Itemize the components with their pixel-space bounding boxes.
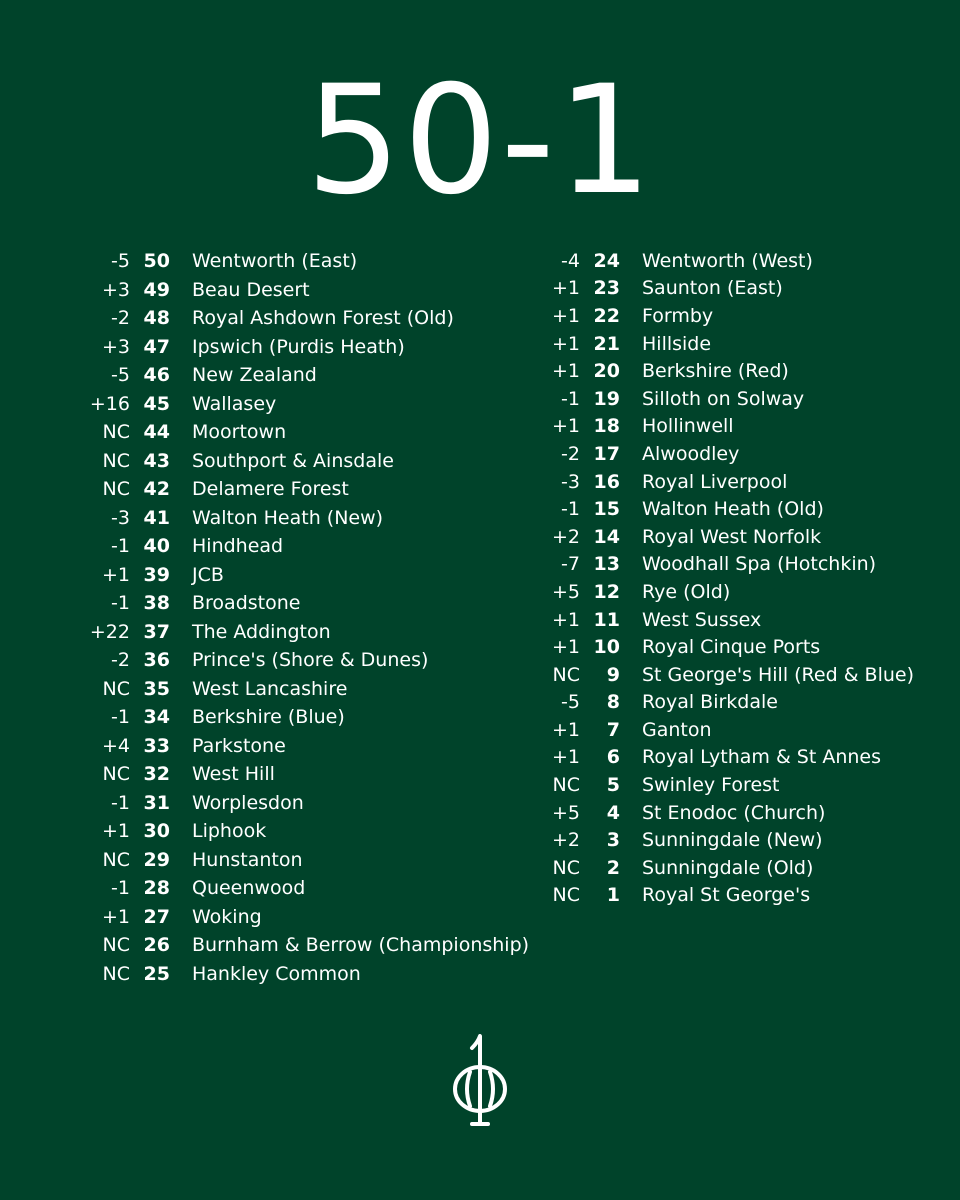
rank-number: 38 [143, 592, 170, 615]
rank-number: 41 [143, 506, 170, 529]
ranking-row [80, 561, 529, 590]
course-name: Hankley Common [192, 962, 361, 985]
ranking-row [80, 675, 529, 704]
course-name: West Hill [192, 763, 275, 786]
rank-number: 8 [606, 691, 620, 714]
ranking-row [530, 744, 914, 772]
ranking-list-left [80, 247, 529, 988]
rank-change: +16 [89, 392, 130, 415]
course-name: Rye (Old) [642, 580, 731, 603]
course-name: Royal Birkdale [642, 691, 778, 714]
rank-number: 19 [593, 387, 620, 410]
course-name: St George's Hill (Red & Blue) [642, 663, 915, 686]
rank-number: 33 [143, 734, 170, 757]
course-name: Ganton [642, 718, 712, 741]
course-name: Berkshire (Blue) [192, 706, 345, 729]
ranking-row [80, 618, 529, 647]
rank-change: -1 [111, 877, 130, 900]
rank-change: +1 [101, 563, 130, 586]
rank-number: 13 [593, 553, 620, 576]
course-name: Broadstone [192, 592, 301, 615]
course-name: Hillside [642, 332, 712, 355]
rank-number: 17 [593, 442, 620, 465]
course-name: West Lancashire [192, 677, 348, 700]
rank-change: +1 [551, 304, 580, 327]
rank-change: +5 [551, 580, 580, 603]
course-name: Woodhall Spa (Hotchkin) [642, 553, 877, 576]
page-title: 50-1 [305, 54, 655, 228]
rank-number: 14 [593, 525, 620, 548]
course-name: Moortown [192, 421, 287, 444]
rank-number: 30 [143, 820, 170, 843]
course-name: Alwoodley [642, 442, 740, 465]
course-name: Delamere Forest [192, 478, 349, 501]
ranking-row [530, 661, 914, 689]
ranking-row [80, 789, 529, 818]
course-name: Royal West Norfolk [642, 525, 822, 548]
course-name: Burnham & Berrow (Championship) [192, 934, 530, 957]
course-name: Hollinwell [642, 415, 734, 438]
ranking-row [530, 440, 914, 468]
rank-change: +1 [101, 820, 130, 843]
rank-change: -2 [561, 442, 580, 465]
course-name: West Sussex [642, 608, 762, 631]
ranking-row [530, 468, 914, 496]
rank-change: +1 [551, 360, 580, 383]
ranking-row [80, 361, 529, 390]
rank-change: -5 [111, 250, 130, 273]
rank-number: 4 [606, 801, 620, 824]
ranking-row [80, 390, 529, 419]
ranking-row [530, 578, 914, 606]
ranking-row [80, 646, 529, 675]
course-name: Walton Heath (Old) [642, 498, 824, 521]
rank-number: 50 [143, 250, 170, 273]
ranking-row [530, 716, 914, 744]
rank-change: NC [102, 478, 130, 501]
ranking-row [80, 418, 529, 447]
ranking-row [80, 475, 529, 504]
course-name: Wentworth (East) [192, 250, 358, 273]
rank-number: 12 [593, 580, 620, 603]
rank-change: -1 [561, 498, 580, 521]
course-name: The Addington [192, 620, 331, 643]
ranking-row [80, 960, 529, 989]
rank-number: 47 [143, 335, 170, 358]
rank-number: 36 [143, 649, 170, 672]
course-name: Wallasey [192, 392, 277, 415]
course-name: Royal St George's [642, 884, 811, 907]
rank-change: NC [552, 774, 580, 797]
rank-number: 28 [143, 877, 170, 900]
course-name: St Enodoc (Church) [642, 801, 826, 824]
rank-change: -2 [111, 649, 130, 672]
ranking-row [80, 304, 529, 333]
ranking-list-right [530, 247, 914, 909]
rank-number: 29 [143, 848, 170, 871]
rank-number: 3 [606, 829, 620, 852]
course-name: Prince's (Shore & Dunes) [192, 649, 429, 672]
ranking-row [80, 903, 529, 932]
rank-number: 5 [606, 774, 620, 797]
rank-number: 32 [143, 763, 170, 786]
rank-number: 27 [143, 905, 170, 928]
rank-change: NC [102, 848, 130, 871]
rank-number: 48 [143, 307, 170, 330]
rank-change: +1 [551, 277, 580, 300]
ranking-row [530, 826, 914, 854]
rank-change: +1 [551, 636, 580, 659]
rank-number: 1 [606, 884, 620, 907]
rank-number: 34 [143, 706, 170, 729]
rank-change: +2 [551, 829, 580, 852]
rank-change: -3 [111, 506, 130, 529]
rank-change: +1 [551, 415, 580, 438]
ranking-row [530, 247, 914, 275]
rank-change: -5 [561, 691, 580, 714]
ranking-row [530, 275, 914, 303]
ranking-row [80, 504, 529, 533]
rank-number: 35 [143, 677, 170, 700]
course-name: Ipswich (Purdis Heath) [192, 335, 405, 358]
ranking-row [80, 333, 529, 362]
course-name: Woking [192, 905, 262, 928]
rank-change: NC [102, 421, 130, 444]
ranking-row [530, 330, 914, 358]
rank-change: +3 [101, 335, 130, 358]
rank-number: 24 [593, 249, 620, 272]
course-name: Queenwood [192, 877, 306, 900]
ranking-row [80, 732, 529, 761]
rank-number: 44 [143, 421, 170, 444]
course-name: Swinley Forest [642, 774, 780, 797]
course-name: Royal Liverpool [642, 470, 788, 493]
rank-change: +2 [551, 525, 580, 548]
rank-number: 43 [143, 449, 170, 472]
rank-change: +4 [101, 734, 130, 757]
ranking-row [80, 817, 529, 846]
rank-change: +5 [551, 801, 580, 824]
course-name: Southport & Ainsdale [192, 449, 394, 472]
ranking-row [530, 606, 914, 634]
rank-number: 23 [593, 277, 620, 300]
ranking-row [530, 385, 914, 413]
rank-change: NC [552, 884, 580, 907]
rank-number: 46 [143, 364, 170, 387]
ranking-row [530, 523, 914, 551]
ranking-row [80, 532, 529, 561]
rank-number: 45 [143, 392, 170, 415]
rank-number: 42 [143, 478, 170, 501]
ranking-row [530, 551, 914, 579]
rank-change: +3 [101, 278, 130, 301]
rank-change: NC [552, 856, 580, 879]
rank-number: 26 [143, 934, 170, 957]
course-name: JCB [192, 563, 224, 586]
rank-change: +1 [551, 718, 580, 741]
ranking-row [80, 447, 529, 476]
course-name: Liphook [192, 820, 267, 843]
rank-number: 31 [143, 791, 170, 814]
rank-change: -3 [561, 470, 580, 493]
ranking-row [80, 874, 529, 903]
rank-change: -1 [111, 592, 130, 615]
rank-number: 18 [593, 415, 620, 438]
ten-golf-logo-icon [450, 1034, 510, 1128]
course-name: Saunton (East) [642, 277, 783, 300]
rank-change: NC [102, 962, 130, 985]
rank-number: 9 [606, 663, 620, 686]
ranking-row [80, 247, 529, 276]
course-name: Royal Lytham & St Annes [642, 746, 882, 769]
rank-change: +1 [551, 332, 580, 355]
ranking-row [80, 846, 529, 875]
ranking-row [530, 633, 914, 661]
rank-number: 39 [143, 563, 170, 586]
rank-change: +1 [551, 608, 580, 631]
rank-number: 20 [593, 360, 620, 383]
course-name: Royal Cinque Ports [642, 636, 821, 659]
course-name: Wentworth (West) [642, 249, 813, 272]
rank-number: 2 [606, 856, 620, 879]
rank-change: -1 [111, 706, 130, 729]
course-name: Beau Desert [192, 278, 310, 301]
course-name: Berkshire (Red) [642, 360, 789, 383]
course-name: Royal Ashdown Forest (Old) [192, 307, 454, 330]
rank-number: 25 [143, 962, 170, 985]
ranking-row [530, 689, 914, 717]
course-name: Sunningdale (Old) [642, 856, 814, 879]
rank-change: NC [552, 663, 580, 686]
ranking-row [80, 760, 529, 789]
ranking-row [530, 771, 914, 799]
rank-change: -7 [561, 553, 580, 576]
course-name: Parkstone [192, 734, 286, 757]
ranking-row [530, 495, 914, 523]
rank-change: +1 [101, 905, 130, 928]
rank-change: -1 [561, 387, 580, 410]
course-name: Silloth on Solway [642, 387, 805, 410]
rank-change: -5 [111, 364, 130, 387]
rank-number: 15 [593, 498, 620, 521]
course-name: Hunstanton [192, 848, 303, 871]
rank-change: -1 [111, 791, 130, 814]
course-name: Formby [642, 304, 714, 327]
rank-number: 11 [593, 608, 620, 631]
rank-number: 37 [143, 620, 170, 643]
ranking-row [530, 882, 914, 910]
ranking-row [530, 302, 914, 330]
rank-number: 22 [593, 304, 620, 327]
course-name: Hindhead [192, 535, 284, 558]
ranking-row [530, 799, 914, 827]
ranking-row [530, 854, 914, 882]
rank-change: NC [102, 934, 130, 957]
rank-change: NC [102, 763, 130, 786]
rank-number: 16 [593, 470, 620, 493]
ranking-row [80, 276, 529, 305]
rank-change: +1 [551, 746, 580, 769]
rank-change: -4 [561, 249, 580, 272]
course-name: Walton Heath (New) [192, 506, 384, 529]
rank-number: 49 [143, 278, 170, 301]
rank-change: -1 [111, 535, 130, 558]
rank-number: 6 [606, 746, 620, 769]
rank-number: 7 [606, 718, 620, 741]
ranking-row [80, 931, 529, 960]
course-name: Worplesdon [192, 791, 304, 814]
ranking-row [530, 413, 914, 441]
rank-change: -2 [111, 307, 130, 330]
rank-number: 40 [143, 535, 170, 558]
ranking-row [530, 357, 914, 385]
rank-change: NC [102, 677, 130, 700]
rank-change: +22 [89, 620, 130, 643]
course-name: Sunningdale (New) [642, 829, 823, 852]
rank-number: 10 [593, 636, 620, 659]
rank-number: 21 [593, 332, 620, 355]
course-name: New Zealand [192, 364, 317, 387]
ranking-row [80, 589, 529, 618]
ranking-row [80, 703, 529, 732]
rank-change: NC [102, 449, 130, 472]
